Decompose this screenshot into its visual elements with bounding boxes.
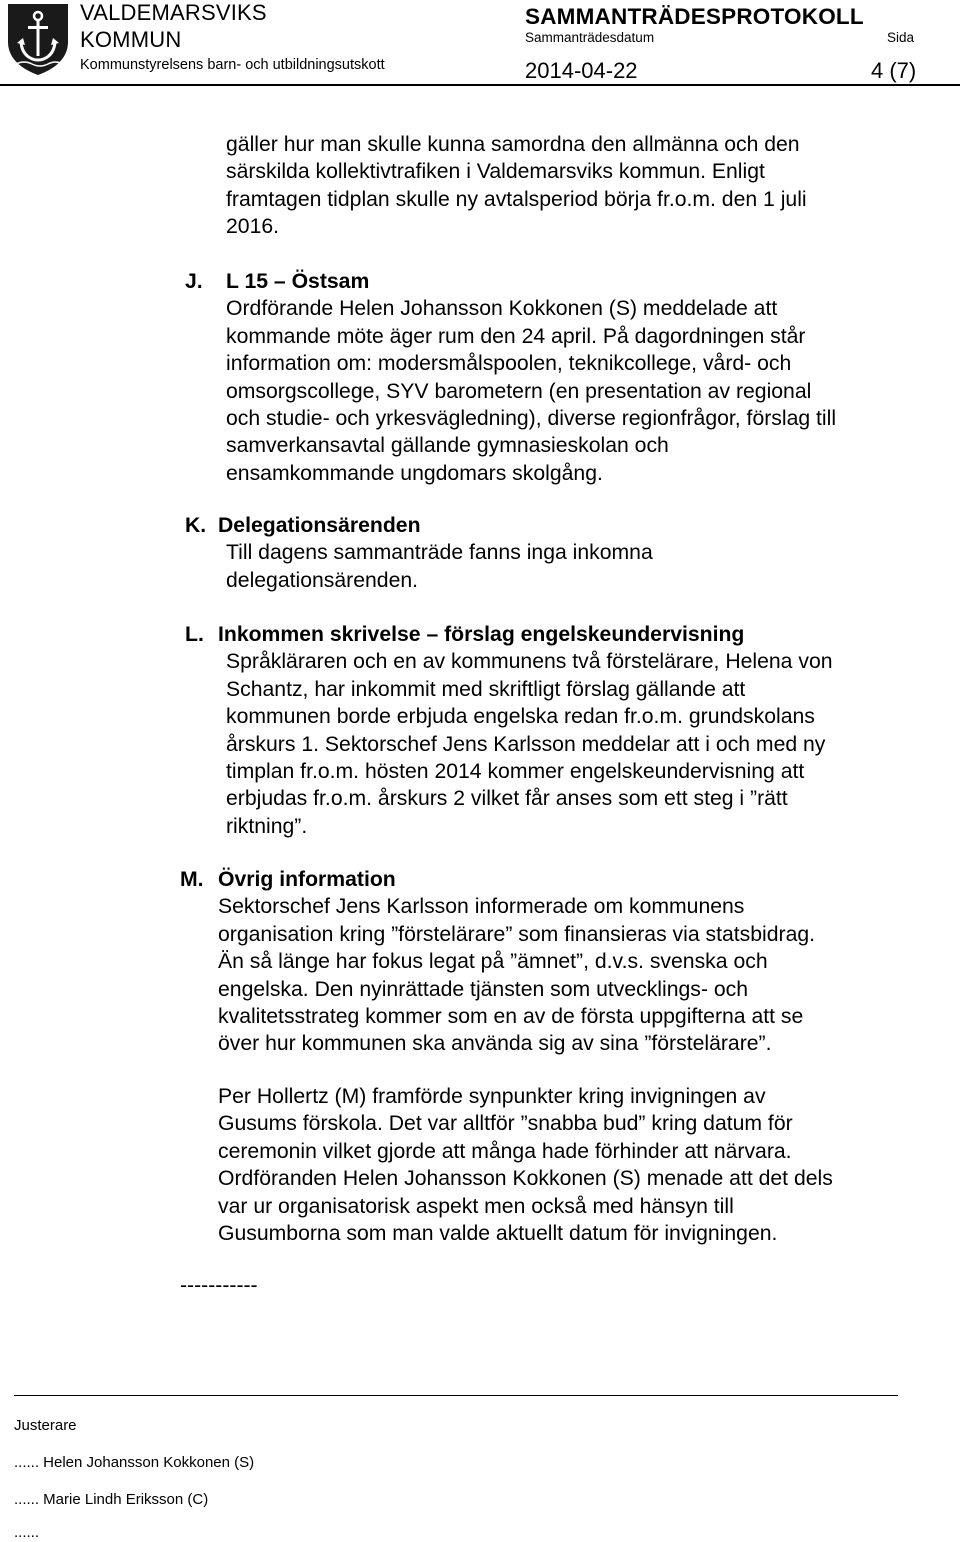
text-line: framtagen tidplan skulle ny avtalsperiod börja fr.o.m. den 1 juli xyxy=(226,187,807,211)
text-line: organisation kring ”förstelärare” som finansieras via statsbidrag. xyxy=(218,922,816,946)
text-line: information om: modersmålspoolen, teknikcollege, vård- och xyxy=(226,352,792,376)
footer-divider xyxy=(14,1395,898,1396)
text-line: var ur organisatorisk aspekt men också med hänsyn till xyxy=(218,1194,734,1218)
municipality-coat-of-arms-logo xyxy=(6,2,70,76)
text-line: Per Hollertz (M) framförde synpunkter kring invigningen av xyxy=(218,1085,766,1108)
text-line: särskilda kollektivtrafiken i Valdemarsviks kommun. Enligt xyxy=(226,160,765,184)
intro-paragraph xyxy=(226,131,807,241)
page-number: 4 (7) xyxy=(871,58,917,83)
text-line: delegationsärenden. xyxy=(226,568,419,592)
section-j-title: L 15 – Östsam xyxy=(226,270,370,293)
section-j xyxy=(226,268,836,487)
signature-line-3: ...... xyxy=(14,1524,40,1541)
text-line: kvalitetsstrateg kommer som en av de första uppgifterna att se xyxy=(218,1005,804,1029)
text-line: ensamkommande ungdomars skolgång. xyxy=(226,461,603,485)
text-line: Sektorschef Jens Karlsson informerade om kommunens xyxy=(218,895,745,919)
text-line: Än så länge har fokus legat på ”ämnet”, d.v.s. svenska och xyxy=(218,950,768,974)
section-m-letter: M. xyxy=(180,868,204,891)
signature-line-2: ...... Marie Lindh Eriksson (C) xyxy=(14,1491,209,1508)
municipality-name-line1: VALDEMARSVIKS xyxy=(80,0,267,25)
text-line: Till dagens sammanträde fanns inga inkomna xyxy=(226,541,653,565)
header-divider xyxy=(0,84,960,86)
section-m-title: Övrig information xyxy=(218,868,396,891)
signature-line-1: ...... Helen Johansson Kokkonen (S) xyxy=(14,1454,255,1471)
section-m xyxy=(218,866,815,1058)
text-line: Schantz, har inkommit med skriftligt förslag gällande att xyxy=(226,677,746,701)
text-line: ceremonin vilket gjorde att många hade förhinder att närvara. xyxy=(218,1139,792,1163)
date-label: Sammanträdesdatum xyxy=(525,30,655,45)
text-line: Ordförande Helen Johansson Kokkonen (S) meddelade att xyxy=(226,297,778,321)
municipality-name-line2: KOMMUN xyxy=(80,27,182,52)
text-line: samverkansavtal gällande gymnasieskolan och xyxy=(226,434,669,458)
text-line: riktning”. xyxy=(226,814,308,838)
text-line: timplan fr.o.m. hösten 2014 kommer engelskeundervisning att xyxy=(226,760,805,784)
text-line: Ordföranden Helen Johansson Kokkonen (S) menade att det dels xyxy=(218,1167,833,1191)
document-type-title: SAMMANTRÄDESPROTOKOLL xyxy=(525,4,864,29)
section-k-letter: K. xyxy=(185,514,207,537)
text-line: årskurs 1. Sektorschef Jens Karlsson meddelar att i och med ny xyxy=(226,732,826,756)
text-line: erbjudas fr.o.m. årskurs 2 vilket får anses som ett steg i ”rätt xyxy=(226,787,788,811)
text-line: och studie- och yrkesvägledning), diverse regionfrågor, förslag till xyxy=(226,407,837,431)
text-line: Gusums förskola. Det var alltför ”snabba bud” kring datum för xyxy=(218,1112,793,1136)
section-m-paragraph-2 xyxy=(218,1083,833,1247)
end-separator: ----------- xyxy=(180,1274,258,1297)
text-line: 2016. xyxy=(226,215,280,239)
text-line: över hur kommunen ska använda sig av sina ”förstelärare”. xyxy=(218,1032,772,1056)
text-line: omsorgscollege, SYV barometern (en presentation av regional xyxy=(226,379,812,403)
text-line: Gusumborna som man valde aktuellt datum för invigningen. xyxy=(218,1222,778,1246)
page-label: Sida xyxy=(887,30,915,45)
section-k xyxy=(218,512,653,594)
text-line: kommunen borde erbjuda engelska redan fr.o.m. grundskolans xyxy=(226,705,815,729)
text-line: gäller hur man skulle kunna samordna den allmänna och den xyxy=(226,133,800,156)
meeting-date: 2014-04-22 xyxy=(525,58,638,83)
justerare-label: Justerare xyxy=(14,1417,77,1434)
section-l-title: Inkommen skrivelse – förslag engelskeundervisning xyxy=(218,623,745,646)
text-line: Språkläraren och en av kommunens två förstelärare, Helena von xyxy=(226,650,833,674)
text-line: kommande möte äger rum den 24 april. På dagordningen står xyxy=(226,324,806,348)
section-l-letter: L. xyxy=(185,623,204,646)
text-line: engelska. Den nyinrättade tjänsten som utvecklings- och xyxy=(218,977,748,1001)
section-k-title: Delegationsärenden xyxy=(218,514,421,537)
section-l xyxy=(218,621,833,840)
committee-name: Kommunstyrelsens barn- och utbildningsutskott xyxy=(80,57,385,73)
section-j-letter: J. xyxy=(185,270,203,293)
